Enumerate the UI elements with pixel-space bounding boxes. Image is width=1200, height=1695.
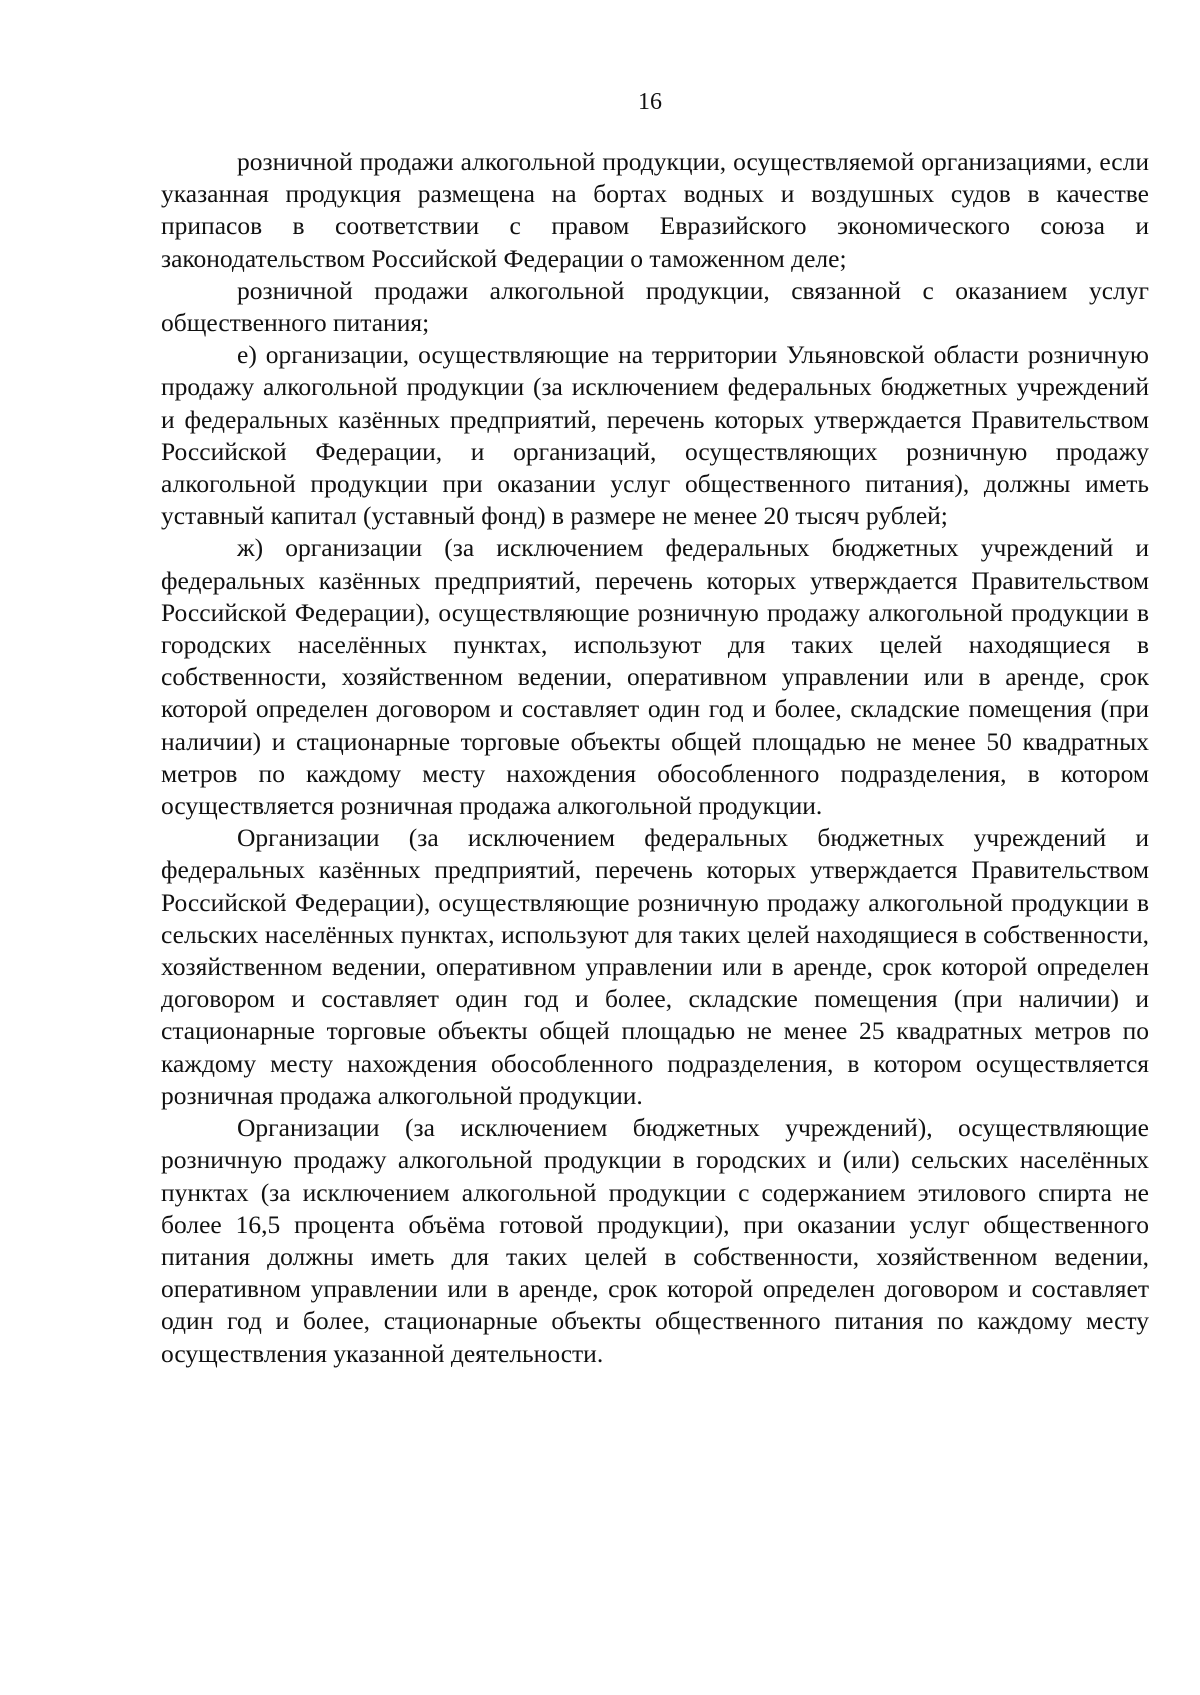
paragraph-3: е) организации, осуществляющие на территории Ульяновской области розничную продажу алкогольной продукции (за исключением федеральных бюджетных учреждений и федеральных казённых предприятий, перечень которых утверждается Правительством Российской Федерации, и организаций, осуществляющих розничную продажу алкогольной продукции при оказании услуг общественного питания), должны иметь уставный капитал (уставный фонд) в размере не менее 20 тысяч рублей; xyxy=(161,340,1149,531)
paragraph-5: Организации (за исключением федеральных бюджетных учреждений и федеральных казённых предприятий, перечень которых утверждается Правительством Российской Федерации), осуществляющие розничную продажу алкогольной продукции в сельских населённых пунктах, используют для таких целей находящиеся в собственности, хозяйственном ведении, оперативном управлении или в аренде, срок которой определен договором и составляет один год и более, складские помещения (при наличии) и стационарные торговые объекты общей площадью не менее 25 квадратных метров по каждому месту нахождения обособленного подразделения, в котором осуществляется розничная продажа алкогольной продукции. xyxy=(161,823,1149,1110)
paragraph-6: Организации (за исключением бюджетных учреждений), осуществляющие розничную продажу алкогольной продукции в городских и (или) сельских населённых пунктах (за исключением алкогольной продукции с содержанием этилового спирта не более 16,5 процента объёма готовой продукции), при оказании услуг общественного питания должны иметь для таких целей в собственности, хозяйственном ведении, оперативном управлении или в аренде, срок которой определен договором и составляет один год и более, стационарные объекты общественного питания по каждому месту осуществления указанной деятельности. xyxy=(161,1113,1149,1368)
paragraph-1: розничной продажи алкогольной продукции, осуществляемой организациями, если указанная продукция размещена на бортах водных и воздушных судов в качестве припасов в соответствии с правом Евразийского экономического союза и законодательством Российской Федерации о таможенном деле; xyxy=(161,147,1149,273)
document-body xyxy=(161,146,1149,1370)
paragraph-4: ж) организации (за исключением федеральных бюджетных учреждений и федеральных казённых предприятий, перечень которых утверждается Правительством Российской Федерации), осуществляющие розничную продажу алкогольной продукции в городских населённых пунктах, используют для таких целей находящиеся в собственности, хозяйственном ведении, оперативном управлении или в аренде, срок которой определен договором и составляет один год и более, складские помещения (при наличии) и стационарные торговые объекты общей площадью не менее 50 квадратных метров по каждому месту нахождения обособленного подразделения, в котором осуществляется розничная продажа алкогольной продукции. xyxy=(161,533,1149,821)
paragraph-2: розничной продажи алкогольной продукции, связанной с оказанием услуг общественного питания; xyxy=(161,275,1149,338)
page-number: 16 xyxy=(638,89,662,115)
